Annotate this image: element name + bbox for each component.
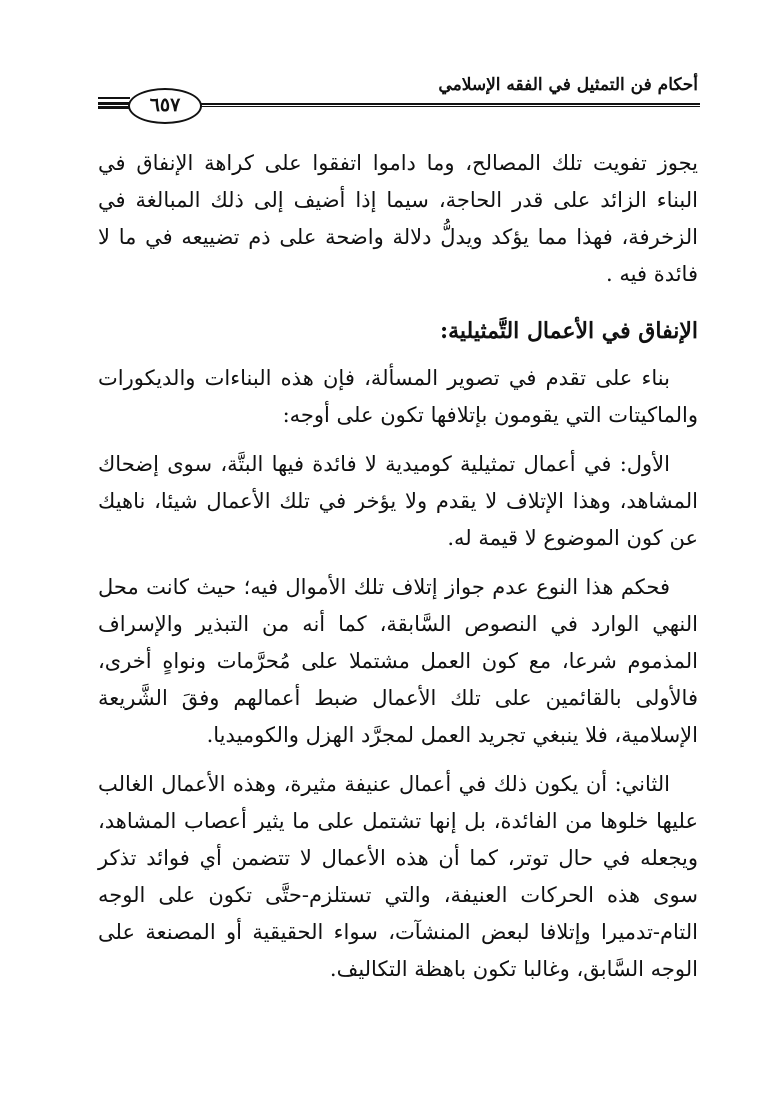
ornament-line [98, 107, 130, 109]
page-body [98, 145, 698, 1000]
paragraph-first-case: الأول: في أعمال تمثيلية كوميدية لا فائدة فيها البتَّة، سوى إضحاك المشاهد، وهذا الإتلاف لا يقدم ولا يؤخر في تلك الأعمال شيئا، ناهيك عن كون الموضوع لا قيمة له. [98, 452, 698, 550]
running-header-title: أحكام فن التمثيل في الفقه الإسلامي [438, 75, 698, 95]
ornament-line [98, 102, 130, 104]
page-number: ٦٥٧ [128, 88, 202, 124]
paragraph-intro: يجوز تفويت تلك المصالح، وما داموا اتفقوا على كراهة الإنفاق في البناء الزائد على قدر الحاجة، سيما إذا أضيف إلى ذلك المبالغة في الزخرفة، فهذا مما يؤكد ويدلُّ دلالة واضحة على ذم تضييعه في ما لا فائدة فيه . [98, 151, 698, 286]
paragraph-second-case: الثاني: أن يكون ذلك في أعمال عنيفة مثيرة، وهذه الأعمال الغالب عليها خلوها من الفائدة، بل إنها تشتمل على ما يثير أعصاب المشاهد، ويجعله في حال توتر، كما أن هذه الأعمال لا تتضمن أي فوائد تذكر سوى هذه الحركات العنيفة، والتي تستلزم-حتَّى تكون على الوجه التام-تدميرا وإتلافا لبعض المنشآت، سواء الحقيقية أو المصنعة على الوجه السَّابق، وغالبا تكون باهظة التكاليف. [98, 772, 698, 981]
ornament-line [98, 97, 130, 99]
section-heading: الإنفاق في الأعمال التَّمثيلية: [440, 318, 698, 344]
paragraph-first-ruling: فحكم هذا النوع عدم جواز إتلاف تلك الأموال فيه؛ حيث كانت محل النهي الوارد في النصوص السَّابقة، كما أنه من التبذير والإسراف المذموم شرعا، مع كون العمل مشتملا على مُحرَّمات ونواهٍ أخرى، فالأولى بالقائمين على تلك الأعمال ضبط أعمالهم وفقَ الشَّريعة الإسلامية، فلا ينبغي تجريد العمل لمجرَّد الهزل والكوميديا. [98, 575, 698, 747]
header-ornament [98, 97, 130, 115]
paragraph-premise: بناء على تقدم في تصوير المسألة، فإن هذه البناءات والديكورات والماكيتات التي يقومون بإتلافها تكون على أوجه: [98, 366, 698, 427]
